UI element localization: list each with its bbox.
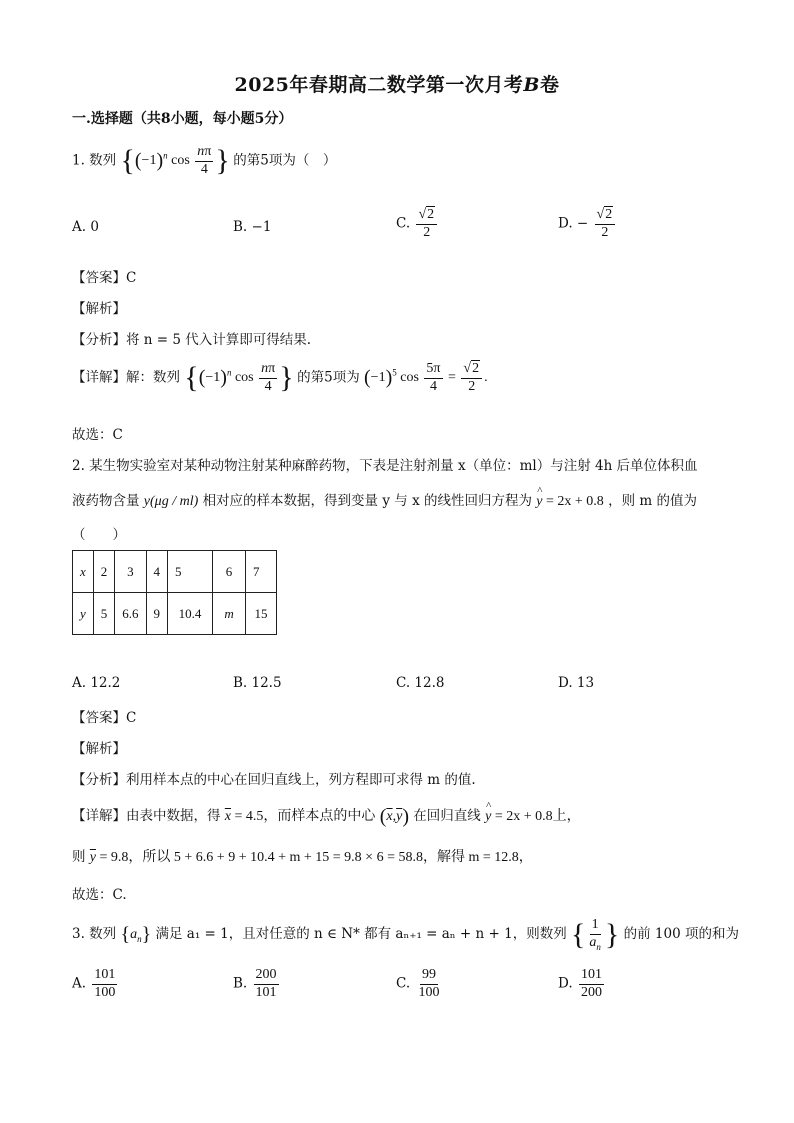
question-2-line3: （ ） bbox=[72, 527, 126, 543]
table-cell: 6.6 bbox=[115, 593, 146, 635]
table-cell: 10.4 bbox=[168, 593, 213, 635]
q2-conclusion: 故选：C. bbox=[72, 887, 127, 903]
q3-option-c: C. $\frac{99}{100}$ bbox=[396, 967, 440, 1000]
q2-xiangjie-1: 【详解】由表中数据，得 $\overline{x} = 4.5$，而样本点的中心 $(\overline{x},\overline{y})$ 在回归直线 ^ y = 2x + 0.8上， bbox=[72, 804, 581, 828]
section-heading: 一.选择题（共8小题，每小题5分） bbox=[72, 111, 293, 127]
table-cell: 5 bbox=[93, 593, 115, 635]
q2-answer: 【答案】C bbox=[72, 710, 137, 726]
table-cell: m bbox=[213, 593, 246, 635]
table-cell: 9 bbox=[146, 593, 168, 635]
q2-xiangjie-2: 则 $\overline{y} = 9.8$，所以 5 + 6.6 + 9 + 10.4 + m + 15 = 9.8 × 6 = 58.8，解得 m = 12.8， bbox=[72, 849, 533, 865]
q2-option-d: D. 13 bbox=[558, 675, 595, 691]
q1-option-a: A. 0 bbox=[72, 219, 99, 235]
q2-option-b: B. 12.5 bbox=[233, 675, 282, 691]
table-cell: 3 bbox=[115, 551, 146, 593]
table-row bbox=[73, 593, 277, 635]
q2-option-a: A. 12.2 bbox=[72, 675, 121, 691]
q3-option-b: B. $\frac{200}{101}$ bbox=[233, 967, 277, 1000]
q3-option-d: D. $\frac{101}{200}$ bbox=[558, 967, 602, 1000]
q1-xiangjie: 【详解】解：数列 {$(-1)^n$ cos $\frac{n\pi}{4}$ } 的第5项为 $(-1)^5$ cos $\frac{5\pi}{4}$ = $\frac{√2}{2}$ . bbox=[72, 361, 488, 395]
q1-option-c: C. $\frac{√2}{2}$ bbox=[396, 208, 439, 240]
question-1: 1. 数列 {$(-1)^n$ cos $\frac{n\pi}{4}$ } 的第5项为（ ） bbox=[72, 144, 337, 178]
q2-fenxi: 【分析】利用样本点的中心在回归直线上，列方程即可求得 m 的值. bbox=[72, 772, 476, 788]
table-cell: 15 bbox=[246, 593, 277, 635]
table-row bbox=[73, 551, 277, 593]
q1-conclusion: 故选：C bbox=[72, 427, 123, 443]
question-2-line1: 2. 某生物实验室对某种动物注射某种麻醉药物，下表是注射剂量 x（单位：ml）与注射 4h 后单位体积血 bbox=[72, 458, 698, 474]
table-cell: 4 bbox=[146, 551, 168, 593]
table-cell: 5 bbox=[168, 551, 213, 593]
q1-fenxi: 【分析】将 n = 5 代入计算即可得结果. bbox=[72, 332, 312, 348]
q1-option-b: B. −1 bbox=[233, 219, 272, 235]
table-cell: 2 bbox=[93, 551, 115, 593]
data-table bbox=[72, 550, 277, 635]
table-cell: y bbox=[73, 593, 94, 635]
q2-option-c: C. 12.8 bbox=[396, 675, 445, 691]
table-cell: x bbox=[73, 551, 94, 593]
question-3: 3. 数列 $\{a_n\}$ 满足 a₁ = 1，且对任意的 n ∈ N* 都有 aₙ₊₁ = aₙ + n + 1，则数列 { $\frac{1}{a_n}$ } 的前 100 项的和为 bbox=[72, 917, 739, 952]
table-cell: 7 bbox=[246, 551, 277, 593]
q3-option-a: A. $\frac{101}{100}$ bbox=[72, 967, 116, 1000]
question-2-line2: 液药物含量 y(μg / ml) 相对应的样本数据，得到变量 y 与 x 的线性回归方程为 ^ y = 2x + 0.8 ，则 m 的值为 bbox=[72, 489, 697, 510]
q1-option-d: D. − $\frac{√2}{2}$ bbox=[558, 208, 617, 240]
q1-analysis-header: 【解析】 bbox=[72, 301, 126, 317]
q2-analysis-header: 【解析】 bbox=[72, 741, 126, 757]
table-cell: 6 bbox=[213, 551, 246, 593]
page-title: 2025年春期高二数学第一次月考B卷 bbox=[234, 74, 560, 96]
q1-answer: 【答案】C bbox=[72, 270, 137, 286]
